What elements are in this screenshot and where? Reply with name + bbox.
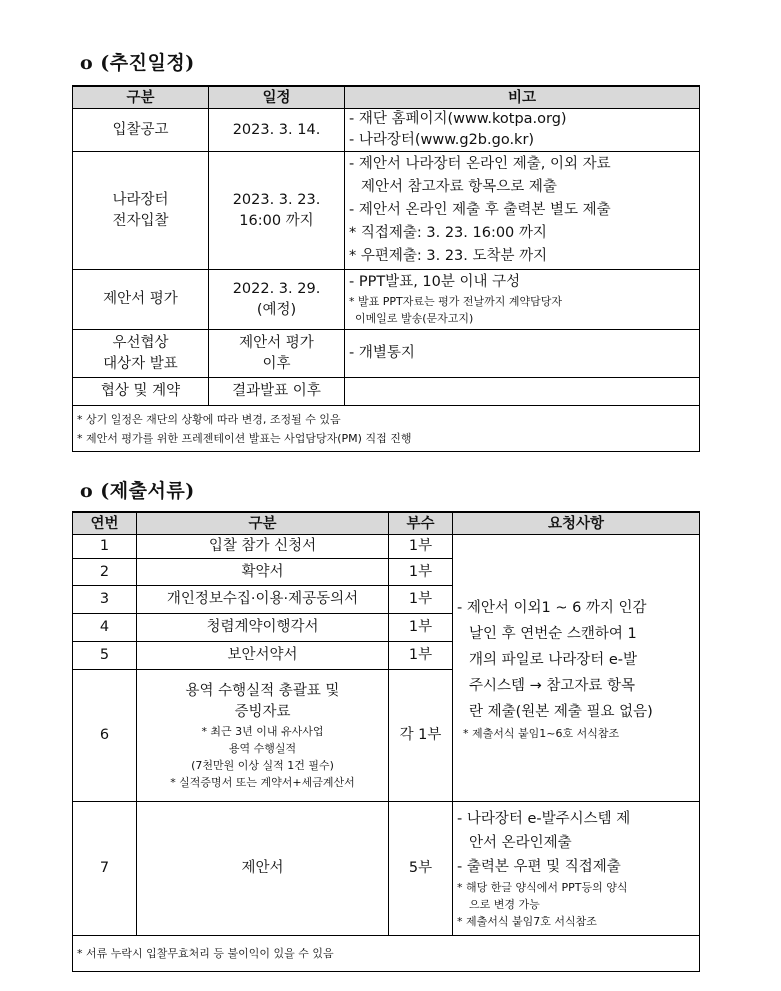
table-row <box>73 109 700 152</box>
row-remarks: - 개별통지 <box>345 330 700 378</box>
row-remarks: - 제안서 나라장터 온라인 제출, 이외 자료 제안서 참고자료 항목으로 제출 - 제안서 온라인 제출 후 출력본 별도 제출 * 직접제출: 3. 23. 16:00 까지 * 우편제출: 3. 23. 도착분 까지 <box>345 152 700 270</box>
table-row: 6 용역 수행실적 총괄표 및 증빙자료 * 최근 3년 이내 유사사업 용역 수행실적 (7천만원 이상 실적 1건 필수) * 실적증명서 또는 계약서+세금계산서 각 1부 <box>73 670 700 802</box>
table-row: 2 확약서 1부 <box>73 559 700 586</box>
table-row: 4 청렴계약이행각서 1부 <box>73 614 700 642</box>
header-copies: 부수 <box>389 512 453 535</box>
row-category: 제안서 평가 <box>73 270 209 330</box>
row-date: 2023. 3. 23. 16:00 까지 <box>209 152 345 270</box>
footnote-row <box>73 936 700 972</box>
request-docs-1-6: - 제안서 이외1 ~ 6 까지 인감 날인 후 연번순 스캔하여 1 개의 파일로 나라장터 e-발 주시스템 → 참고자료 항목 란 제출(원본 제출 필요 없음) * 제출서식 붙임1~6호 서식참조 <box>453 535 700 802</box>
header-category: 구분 <box>73 86 209 109</box>
row-category: 나라장터 전자입찰 <box>73 152 209 270</box>
table-row <box>73 330 700 378</box>
table-row: 1 입찰 참가 신청서 1부 - 제안서 이외1 ~ 6 까지 인감 날인 후 연번순 스캔하여 1 개의 파일로 나라장터 e-발 주시스템 → 참고자료 항목 란 제출(원본 제출 필요 없음) * 제출서식 붙임1~6호 서식참조 <box>73 535 700 559</box>
documents-header-row <box>73 512 700 535</box>
documents-footnote: * 서류 누락시 입찰무효처리 등 불이익이 있을 수 있음 <box>73 936 700 972</box>
row-remarks <box>345 378 700 406</box>
row-date: 결과발표 이후 <box>209 378 345 406</box>
schedule-table <box>72 85 700 452</box>
header-date: 일정 <box>209 86 345 109</box>
table-row: 5 보안서약서 1부 <box>73 642 700 670</box>
schedule-header-row <box>73 86 700 109</box>
table-row <box>73 270 700 330</box>
documents-table <box>72 511 700 972</box>
header-request: 요청사항 <box>453 512 700 535</box>
row-date: 2023. 3. 14. <box>209 109 345 152</box>
header-number: 연번 <box>73 512 137 535</box>
section-title-schedule: o (추진일정) <box>80 52 195 74</box>
schedule-footnotes: * 상기 일정은 재단의 상황에 따라 변경, 조정될 수 있음 * 제안서 평가를 위한 프레젠테이션 발표는 사업담당자(PM) 직접 진행 <box>73 406 700 452</box>
request-doc-7: - 나라장터 e-발주시스템 제 안서 온라인제출 - 출력본 우편 및 직접제출 * 해당 한글 양식에서 PPT등의 양식 으로 변경 가능 * 제출서식 붙임7호 서식참조 <box>453 802 700 936</box>
table-row: 3 개인정보수집·이용·제공동의서 1부 <box>73 586 700 614</box>
header-category: 구분 <box>137 512 389 535</box>
footnote-row <box>73 406 700 452</box>
row6-description: 용역 수행실적 총괄표 및 증빙자료 * 최근 3년 이내 유사사업 용역 수행실적 (7천만원 이상 실적 1건 필수) * 실적증명서 또는 계약서+세금계산서 <box>137 670 389 802</box>
row-date: 2022. 3. 29. (예정) <box>209 270 345 330</box>
row-remarks: - PPT발표, 10분 이내 구성 * 발표 PPT자료는 평가 전날까지 계약담당자 이메일로 발송(문자고지) <box>345 270 700 330</box>
table-row <box>73 152 700 270</box>
row-category: 협상 및 계약 <box>73 378 209 406</box>
section-title-documents: o (제출서류) <box>80 480 195 502</box>
row-remarks: - 재단 홈페이지(www.kotpa.org) - 나라장터(www.g2b.go.kr) <box>345 109 700 152</box>
row-date: 제안서 평가 이후 <box>209 330 345 378</box>
row-category: 입찰공고 <box>73 109 209 152</box>
table-row <box>73 378 700 406</box>
row-category: 우선협상 대상자 발표 <box>73 330 209 378</box>
header-remarks: 비고 <box>345 86 700 109</box>
table-row: 7 제안서 5부 - 나라장터 e-발주시스템 제 안서 온라인제출 - 출력본 우편 및 직접제출 * 해당 한글 양식에서 PPT등의 양식 으로 변경 가능 * 제출서식 붙임7호 서식참조 <box>73 802 700 936</box>
